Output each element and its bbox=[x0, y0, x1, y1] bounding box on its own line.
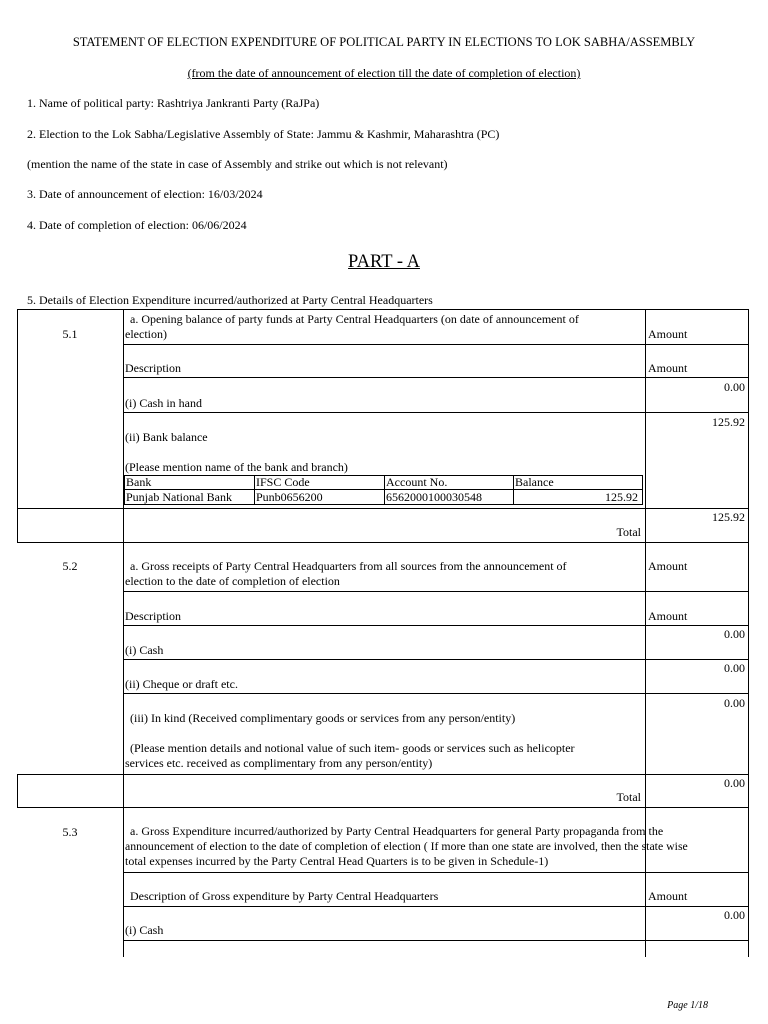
bank-balance-value: 125.92 bbox=[712, 415, 745, 429]
completion-date: 4. Date of completion of election: 06/06/2024 bbox=[27, 218, 247, 232]
in-kind-note-line2: services etc. received as complimentary from any person/entity) bbox=[125, 756, 433, 770]
section-5-1-heading-line2: election) bbox=[125, 327, 167, 341]
expenditure-cash-value: 0.00 bbox=[724, 908, 745, 922]
section-5-3-number: 5.3 bbox=[62, 825, 78, 839]
section-5-3-heading-line2: announcement of election to the date of completion of election ( If more than one state are involved, then the state wise bbox=[125, 839, 688, 853]
receipts-cash-label: (i) Cash bbox=[125, 643, 164, 657]
part-a-title: PART - A bbox=[348, 252, 420, 272]
ifsc-column-header: IFSC Code bbox=[256, 475, 310, 489]
bank-column-header: Bank bbox=[126, 475, 152, 489]
section-5-2-heading-line2: election to the date of completion of election bbox=[125, 574, 340, 588]
section-5-1-description-label: Description bbox=[125, 361, 181, 375]
page-number: Page 1/18 bbox=[667, 1000, 708, 1011]
expenditure-cash-label: (i) Cash bbox=[125, 923, 164, 937]
bank-balance-cell: 125.92 bbox=[605, 490, 638, 504]
section-5-3-amount-label: Amount bbox=[648, 889, 688, 903]
account-number-cell: 6562000100030548 bbox=[386, 490, 482, 504]
section-5-1-number: 5.1 bbox=[62, 327, 78, 341]
mention-note: (mention the name of the state in case of Assembly and strike out which is not relevant) bbox=[27, 157, 448, 171]
in-kind-note-line1: (Please mention details and notional value of such item- goods or services such as helicopter bbox=[130, 741, 575, 755]
bank-branch-note: (Please mention name of the bank and branch) bbox=[125, 460, 348, 474]
bank-balance-label: (ii) Bank balance bbox=[125, 430, 208, 444]
receipts-cheque-value: 0.00 bbox=[724, 661, 745, 675]
bank-name-cell: Punjab National Bank bbox=[126, 490, 232, 504]
document-title: STATEMENT OF ELECTION EXPENDITURE OF POLITICAL PARTY IN ELECTIONS TO LOK SABHA/ASSEMBLY bbox=[72, 35, 696, 49]
document-subtitle: (from the date of announcement of election till the date of completion of election) bbox=[187, 66, 581, 80]
section-5-2-total-label: Total bbox=[616, 790, 641, 804]
section-5-1-total-value: 125.92 bbox=[712, 510, 745, 524]
section-5-1-total-label: Total bbox=[616, 525, 641, 539]
section-5-1-heading-line1: a. Opening balance of party funds at Party Central Headquarters (on date of announcement of bbox=[130, 312, 579, 326]
ifsc-code-cell: Punb0656200 bbox=[256, 490, 323, 504]
section-5-3-heading-line3: total expenses incurred by the Party Central Head Quarters is to be given in Schedule-1) bbox=[125, 854, 549, 868]
section-5-2-description-amount-label: Amount bbox=[648, 609, 688, 623]
party-name: 1. Name of political party: Rashtriya Jankranti Party (RaJPa) bbox=[27, 96, 320, 110]
receipts-cash-value: 0.00 bbox=[724, 627, 745, 641]
section-5-2-number: 5.2 bbox=[62, 559, 78, 573]
balance-column-header: Balance bbox=[515, 475, 554, 489]
section-5-3-heading-line1: a. Gross Expenditure incurred/authorized by Party Central Headquarters for general Party propaganda from the bbox=[130, 824, 664, 838]
receipts-in-kind-label: (iii) In kind (Received complimentary goods or services from any person/entity) bbox=[130, 711, 516, 725]
receipts-in-kind-value: 0.00 bbox=[724, 696, 745, 710]
account-column-header: Account No. bbox=[386, 475, 448, 489]
section-5-title: 5. Details of Election Expenditure incurred/authorized at Party Central Headquarters bbox=[27, 293, 433, 307]
cash-in-hand-value: 0.00 bbox=[724, 380, 745, 394]
section-5-1-description-amount-label: Amount bbox=[648, 361, 688, 375]
announcement-date: 3. Date of announcement of election: 16/03/2024 bbox=[27, 187, 263, 201]
election-state: 2. Election to the Lok Sabha/Legislative Assembly of State: Jammu & Kashmir, Maharashtra (PC) bbox=[27, 127, 500, 141]
cash-in-hand-label: (i) Cash in hand bbox=[125, 396, 202, 410]
section-5-2-amount-label: Amount bbox=[648, 559, 688, 573]
section-5-2-total-value: 0.00 bbox=[724, 776, 745, 790]
section-5-2-heading-line1: a. Gross receipts of Party Central Headquarters from all sources from the announcement of bbox=[130, 559, 567, 573]
section-5-3-description-label: Description of Gross expenditure by Party Central Headquarters bbox=[130, 889, 439, 903]
section-5-1-amount-label: Amount bbox=[648, 327, 688, 341]
receipts-cheque-label: (ii) Cheque or draft etc. bbox=[125, 677, 238, 691]
section-5-2-description-label: Description bbox=[125, 609, 181, 623]
